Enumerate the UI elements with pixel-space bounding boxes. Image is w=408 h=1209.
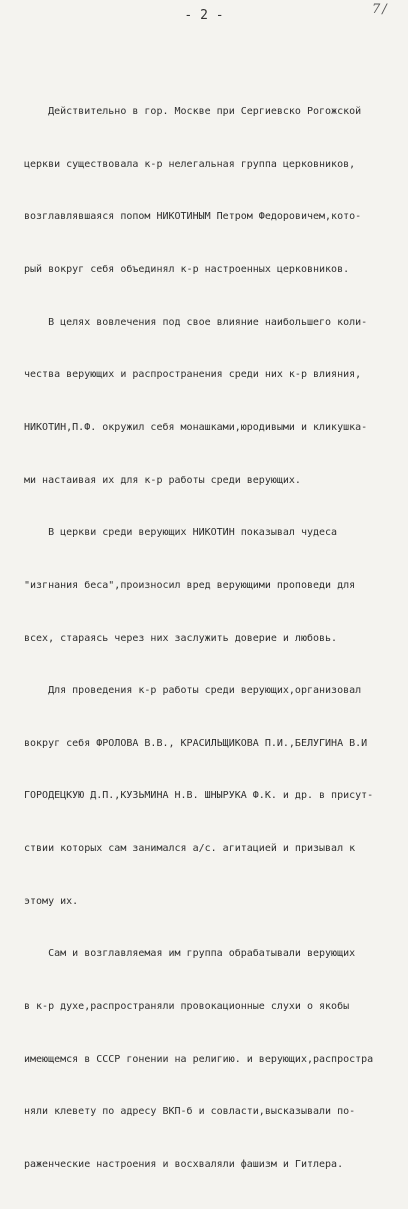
text-line: в к-р духе,распространяли провокационные слухи о якобы: [24, 1000, 350, 1012]
text-line: раженческие настроения и восхваляли фашизм и Гитлера.: [24, 1158, 344, 1170]
page-number: - 2 -: [184, 8, 224, 23]
text-line: церкви существовала к-р нелегальная группа церковников,: [24, 158, 356, 170]
text-line: чества верующих и распространения среди них к-р влияния,: [24, 369, 362, 381]
text-line: Для проведения к-р работы среди верующих,организовал: [24, 685, 362, 697]
text-line: НИКОТИН,П.Ф. окружил себя монашками,юродивыми и кликушка-: [24, 421, 368, 433]
handwritten-page-mark: 7/: [372, 2, 389, 17]
text-line: ГОРОДЕЦКУЮ Д.П.,КУЗЬМИНА Н.В. ШНЫРУКА Ф.К. и др. в присут-: [24, 790, 374, 802]
text-line: Сам и возглавляемая им группа обрабатывали верующих: [24, 948, 356, 960]
document-body: [24, 68, 392, 1209]
text-line: рый вокруг себя объединял к-р настроенных церковников.: [24, 264, 350, 276]
text-line: ми настаивая их для к-р работы среди верующих.: [24, 474, 301, 486]
text-line: няли клевету по адресу ВКП-б и совласти,высказывали по-: [24, 1106, 356, 1118]
text-line: всех, стараясь через них заслужить доверие и любовь.: [24, 632, 338, 644]
text-line: Действительно в гор. Москве при Сергиевско Рогожской: [24, 106, 362, 118]
text-line: В целях вовлечения под свое влияние наибольшего коли-: [24, 316, 368, 328]
text-line: ствии которых сам занимался а/с. агитацией и призывал к: [24, 843, 356, 855]
text-line: "изгнания беса",произносил вред верующими проповеди для: [24, 579, 356, 591]
text-line: возглавлявшаяся попом НИКОТИНЫМ Петром Федоровичем,кото-: [24, 211, 362, 223]
text-line: вокруг себя ФРОЛОВА В.В., КРАСИЛЬЩИКОВА П.И.,БЕЛУГИНА В.И: [24, 737, 368, 749]
text-line: В церкви среди верующих НИКОТИН показывал чудеса: [24, 527, 338, 539]
text-line: этому их.: [24, 895, 79, 907]
text-line: имеющемся в СССР гонении на религию. и верующих,распростра: [24, 1053, 374, 1065]
